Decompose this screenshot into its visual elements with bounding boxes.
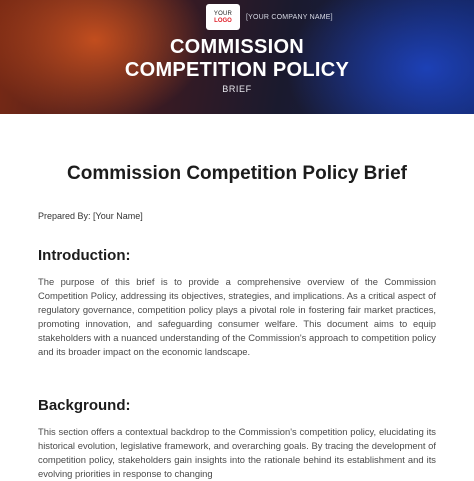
introduction-heading: Introduction: — [38, 247, 131, 264]
banner-subtitle: BRIEF — [222, 84, 252, 94]
company-logo — [206, 4, 240, 30]
banner-title-line-2: COMPETITION POLICY — [124, 59, 350, 81]
company-name: [YOUR COMPANY NAME] — [246, 14, 333, 21]
banner-title — [0, 36, 474, 82]
banner-title-line-1: COMMISSION — [169, 36, 305, 58]
prepared-by: Prepared By: [Your Name] — [38, 211, 143, 221]
header-banner — [0, 0, 474, 114]
logo-text-top: YOUR — [213, 10, 233, 17]
background-body: This section offers a contextual backdrop to the Commission's competition policy, elucidating its historical evolution, legislative framework, and overarching goals. By tracing the development of competition policy, stakeholders gain insights into the rationale behind its establishment and its evolving priorities in response to changing — [38, 426, 436, 479]
document-title: Commission Competition Policy Brief — [67, 163, 407, 184]
logo-text-bottom: LOGO — [214, 17, 232, 24]
introduction-body: The purpose of this brief is to provide a comprehensive overview of the Commission Competition Policy, addressing its objectives, strategies, and implications. As a critical aspect of regulatory governance, competition policy plays a pivotal role in fostering fair market practices, promoting innovation, and safeguarding consumer welfare. This document aims to equip stakeholders with a nuanced understanding of the Commission's approach to competition policy and its broader impact on the economic landscape. — [38, 276, 436, 357]
background-heading: Background: — [38, 397, 131, 414]
